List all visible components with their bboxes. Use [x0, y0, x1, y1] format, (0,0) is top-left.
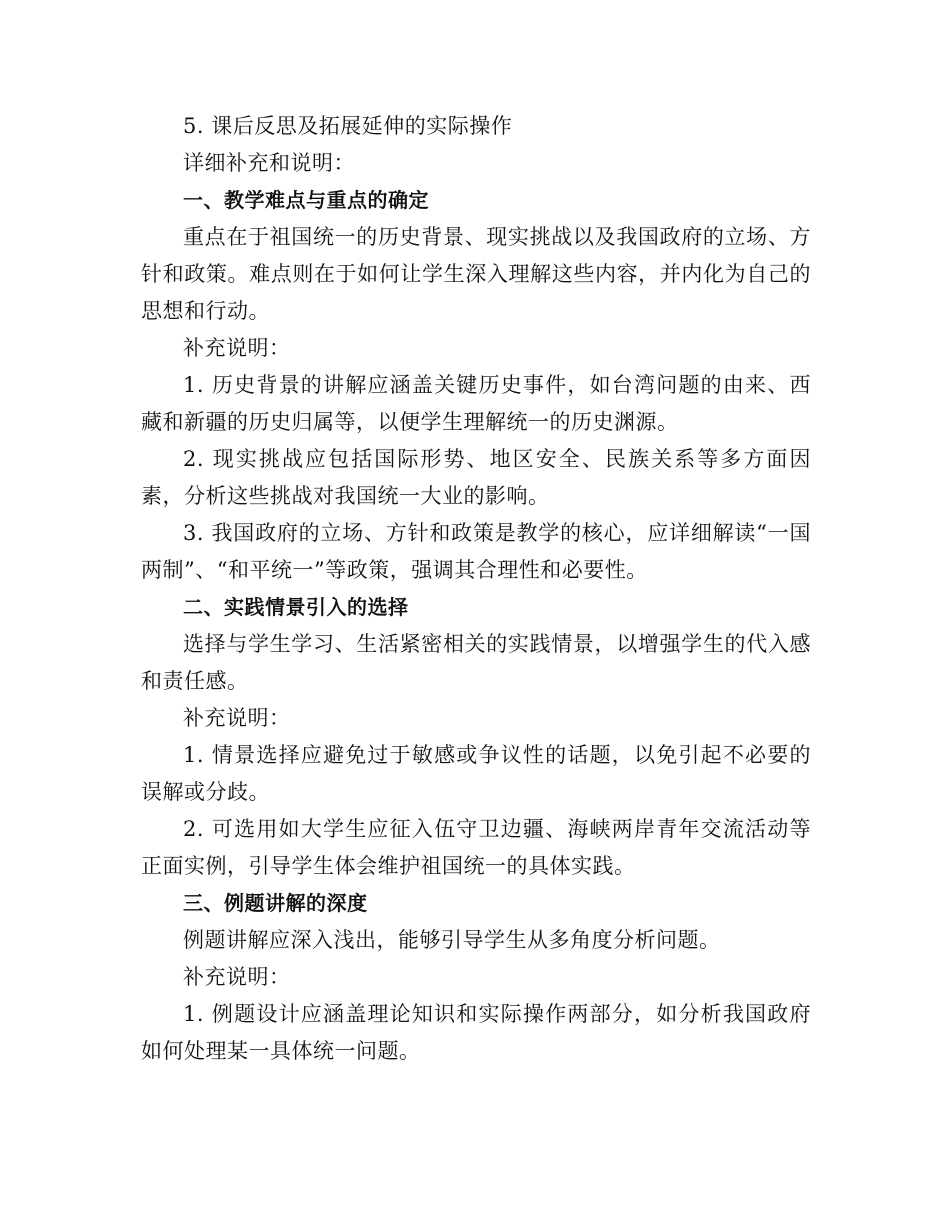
- intro-label: 详细补充和说明：: [183, 151, 355, 175]
- list-item: 2. 可选用如大学生应征入伍守卫边疆、海峡两岸青年交流活动等正面实例，引导学生体会维护祖国统一的具体实践。: [141, 817, 811, 878]
- list-item: 1. 情景选择应避免过于敏感或争议性的话题，以免引起不必要的误解或分歧。: [141, 743, 811, 804]
- list-item: 2. 现实挑战应包括国际形势、地区安全、民族关系等多方面因素，分析这些挑战对我国统一大业的影响。: [141, 447, 811, 508]
- section-heading-1: 一、教学难点与重点的确定: [183, 188, 429, 212]
- document-page: [141, 108, 811, 1070]
- list-item: 1. 例题设计应涵盖理论知识和实际操作两部分，如分析我国政府如何处理某一具体统一问题。: [141, 1002, 811, 1063]
- supplement-label: 补充说明：: [183, 706, 291, 730]
- supplement-label: 补充说明：: [183, 965, 291, 989]
- list-item: 1. 历史背景的讲解应涵盖关键历史事件，如台湾问题的由来、西藏和新疆的历史归属等，以便学生理解统一的历史渊源。: [141, 373, 811, 434]
- body-paragraph: 重点在于祖国统一的历史背景、现实挑战以及我国政府的立场、方针和政策。难点则在于如何让学生深入理解这些内容，并内化为自己的思想和行动。: [141, 225, 811, 323]
- list-item: 3. 我国政府的立场、方针和政策是教学的核心，应详细解读“一国两制”、“和平统一”等政策，强调其合理性和必要性。: [141, 521, 811, 582]
- list-item: 5. 课后反思及拓展延伸的实际操作: [183, 114, 513, 138]
- section-heading-2: 二、实践情景引入的选择: [183, 595, 409, 619]
- section-heading-3: 三、例题讲解的深度: [183, 891, 368, 915]
- body-paragraph: 选择与学生学习、生活紧密相关的实践情景，以增强学生的代入感和责任感。: [141, 632, 811, 693]
- supplement-label: 补充说明：: [183, 336, 291, 360]
- body-paragraph: 例题讲解应深入浅出，能够引导学生从多角度分析问题。: [183, 928, 721, 952]
